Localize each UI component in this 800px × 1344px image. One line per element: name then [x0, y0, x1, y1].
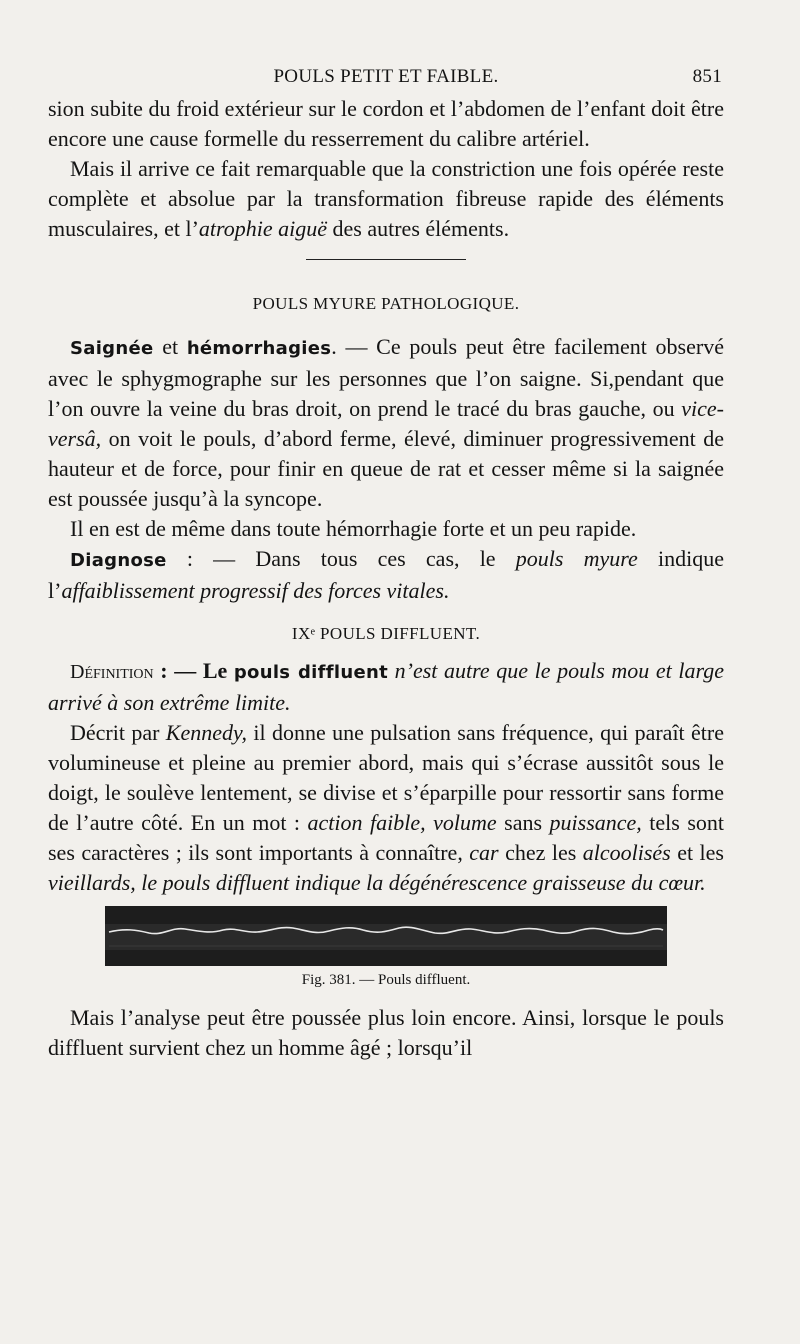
text-run: et les [670, 840, 724, 865]
italic-term: affaiblissement progressif des forces vitales. [61, 578, 450, 603]
figure-pulse-trace [48, 906, 724, 989]
section-heading-myure: POULS MYURE PATHOLOGIQUE. [252, 294, 520, 313]
italic-term: puissance, [549, 810, 642, 835]
paragraph-definition [48, 656, 724, 718]
text-run: : — Dans tous ces cas, le [166, 546, 516, 571]
bold-term: pouls diffluent [233, 662, 389, 683]
text-run: il donne une pulsation sans fréquence, qui paraît être volumineuse et pleine au premier abord, mais qui s’écrase aussitôt sous le doigt, le soulève lentement, se divise et s’éparpille pour ressortir sans forme de l’autre côté. En un mot : [48, 720, 724, 835]
page-number: 851 [692, 66, 722, 87]
text-run: Décrit par [70, 720, 166, 745]
italic-term: alcoolisés [582, 840, 671, 865]
italic-term: atrophie aiguë [198, 216, 328, 241]
italic-term: vice-versâ, [48, 396, 724, 451]
paragraph-hemorrhagie: Il en est de même dans toute hémorrhagie forte et un peu rapide. [70, 516, 637, 541]
text-run [426, 810, 434, 835]
italic-term: volume [433, 810, 497, 835]
text-run: . — Ce pouls peut être facilement observé avec le sphygmographe sur les personnes que l’on saigne. Si,pendant que l’on ouvre la veine du bras droit, on prend le tracé du bras gauche, ou [48, 334, 724, 421]
section-divider [306, 259, 466, 260]
text-run: on voit le pouls, d’abord ferme, élevé, diminuer progressivement de hauteur et de force, pour finir en queue de rat et cesser même si la saignée est poussée jusqu’à la syncope. [48, 426, 724, 511]
paragraph-kennedy [48, 718, 724, 898]
page-content [48, 60, 724, 1063]
bold-term: Diagnose [70, 550, 167, 571]
italic-term: car [469, 840, 499, 865]
paragraph-constriction [48, 154, 724, 244]
text-run: indique l’ [48, 546, 724, 603]
text-run: chez les [498, 840, 583, 865]
text-run: : — Le [153, 658, 234, 683]
text-run: sans [496, 810, 550, 835]
running-header [48, 60, 724, 94]
paragraph-saignee [48, 332, 724, 514]
figure-caption: Fig. 381. — Pouls diffluent. [301, 972, 471, 988]
paragraph-analyse: Mais l’analyse peut être poussée plus loin encore. Ainsi, lorsque le pouls diffluent survient chez un homme âgé ; lorsqu’il [48, 1005, 724, 1060]
paragraph-diagnose [48, 544, 724, 606]
small-caps-label: Définition [70, 661, 154, 683]
pulse-trace-image [105, 906, 667, 966]
italic-term: vieillards, le pouls diffluent indique la dégénérescence graisseuse du cœur. [48, 870, 706, 895]
paragraph-continuation: sion subite du froid extérieur sur le cordon et l’abdomen de l’enfant doit être encore une cause formelle du resserrement du calibre artériel. [48, 96, 724, 151]
running-head-title: POULS PETIT ET FAIBLE. [273, 66, 499, 87]
section-heading-diffluent: IXᵉ POULS DIFFLUENT. [291, 624, 481, 643]
italic-term: Kennedy, [165, 720, 248, 745]
bold-term: hémorrhagies [186, 338, 332, 359]
italic-term: pouls myure [515, 546, 638, 571]
italic-term: action faible, [307, 810, 426, 835]
bold-term: Saignée [70, 338, 154, 359]
text-run: des autres éléments. [327, 216, 510, 241]
text-run: et [153, 334, 187, 359]
text-run: Mais il arrive ce fait remarquable que la constriction une fois opérée reste complète et absolue par la transformation fibreuse rapide des éléments musculaires, et l’ [48, 156, 724, 241]
italic-term: n’est autre que le pouls mou et large arrivé à son extrême limite. [48, 658, 725, 715]
text-run: tels sont ses caractères ; ils sont importants à connaître, [48, 810, 725, 865]
